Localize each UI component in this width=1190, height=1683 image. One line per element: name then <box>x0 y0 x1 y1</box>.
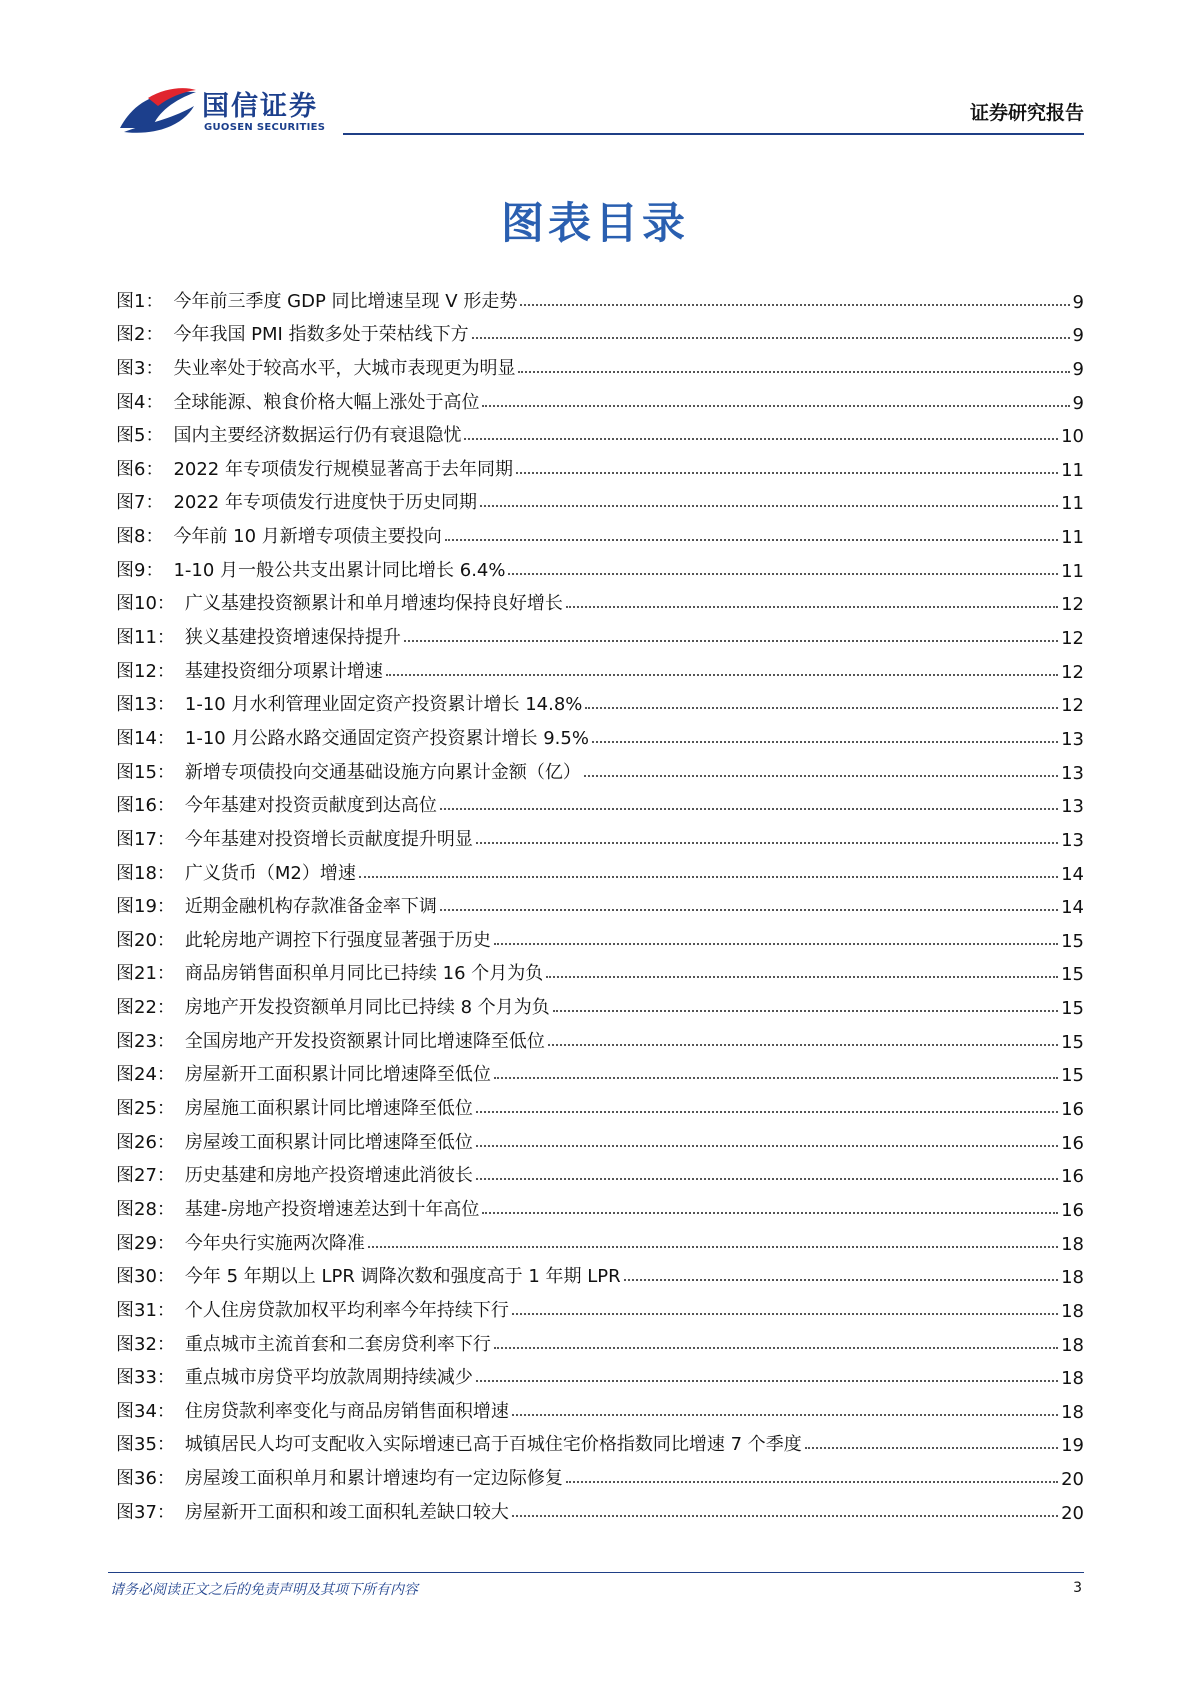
toc-entry-number: 图16： <box>116 795 175 817</box>
toc-entry-title: 房屋竣工面积累计同比增速降至低位 <box>184 1131 473 1153</box>
toc-entry[interactable] <box>116 582 1084 616</box>
toc-dot-leader <box>445 539 1058 541</box>
toc-dot-leader <box>482 405 1069 407</box>
toc-entry-page: 13 <box>1061 728 1084 750</box>
toc-entry-title: 房屋新开工面积和竣工面积轧差缺口较大 <box>184 1501 509 1523</box>
toc-entry-number: 图2： <box>116 324 164 346</box>
toc-entry[interactable] <box>116 1221 1084 1255</box>
toc-entry-title: 今年前 10 月新增专项债主要投向 <box>173 526 442 548</box>
toc-entry-page: 19 <box>1061 1435 1084 1457</box>
toc-dot-leader <box>472 337 1070 339</box>
toc-entry-title: 今年前三季度 GDP 同比增速呈现 V 形走势 <box>173 290 518 312</box>
toc-entry[interactable] <box>116 1086 1084 1120</box>
toc-entry-title: 基建投资细分项累计增速 <box>184 660 383 682</box>
toc-entry-title: 1-10 月水利管理业固定资产投资累计增长 14.8% <box>184 694 583 716</box>
toc-dot-leader <box>476 1380 1058 1382</box>
toc-entry-title: 重点城市主流首套和二套房贷利率下行 <box>184 1333 491 1355</box>
toc-entry-title: 房屋施工面积累计同比增速降至低位 <box>184 1098 473 1120</box>
toc-dot-leader <box>482 1212 1058 1214</box>
toc-entry-page: 15 <box>1061 930 1084 952</box>
toc-dot-leader <box>440 909 1058 911</box>
toc-entry-title: 全国房地产开发投资额累计同比增速降至低位 <box>184 1030 545 1052</box>
footer-divider <box>108 1572 1084 1573</box>
toc-dot-leader <box>480 505 1058 507</box>
toc-entry-page: 12 <box>1061 661 1084 683</box>
toc-entry-title: 房地产开发投资额单月同比已持续 8 个月为负 <box>184 997 550 1019</box>
toc-entry-number: 图10： <box>116 593 175 615</box>
toc-dot-leader <box>508 573 1058 575</box>
toc-entry-title: 今年央行实施两次降准 <box>184 1232 365 1254</box>
toc-entry-page: 13 <box>1061 829 1084 851</box>
toc-dot-leader <box>520 304 1069 306</box>
toc-entry-number: 图7： <box>116 492 164 514</box>
company-logo <box>118 84 338 140</box>
toc-dot-leader <box>494 943 1058 945</box>
toc-dot-leader <box>476 1111 1058 1113</box>
toc-entry-page: 18 <box>1061 1401 1084 1423</box>
toc-entry[interactable] <box>116 1019 1084 1053</box>
toc-entry[interactable] <box>116 380 1084 414</box>
toc-entry-number: 图30： <box>116 1266 175 1288</box>
toc-entry-number: 图13： <box>116 694 175 716</box>
toc-entry-number: 图25： <box>116 1098 175 1120</box>
toc-entry-title: 2022 年专项债发行进度快于历史同期 <box>173 492 477 514</box>
toc-dot-leader <box>476 1145 1058 1147</box>
toc-entry-page: 9 <box>1072 358 1084 380</box>
toc-entry-page: 16 <box>1061 1132 1084 1154</box>
toc-entry-page: 15 <box>1061 1065 1084 1087</box>
toc-entry-title: 1-10 月一般公共支出累计同比增长 6.4% <box>173 559 506 581</box>
toc-dot-leader <box>584 775 1058 777</box>
toc-entry-number: 图31： <box>116 1299 175 1321</box>
toc-entry-number: 图19： <box>116 896 175 918</box>
toc-dot-leader <box>548 1044 1058 1046</box>
toc-entry-page: 16 <box>1061 1099 1084 1121</box>
toc-entry-page: 13 <box>1061 762 1084 784</box>
toc-entry-page: 15 <box>1061 1031 1084 1053</box>
toc-entry-title: 新增专项债投向交通基础设施方向累计金额（亿） <box>184 761 581 783</box>
toc-entry-title: 广义货币（M2）增速 <box>184 862 356 884</box>
disclaimer-note: 请务必阅读正文之后的免责声明及其项下所有内容 <box>110 1582 418 1598</box>
toc-dot-leader <box>404 640 1058 642</box>
toc-entry[interactable] <box>116 851 1084 885</box>
toc-entry-number: 图33： <box>116 1367 175 1389</box>
toc-entry-title: 今年基建对投资增长贡献度提升明显 <box>184 828 473 850</box>
toc-entry-number: 图20： <box>116 929 175 951</box>
toc-entry-title: 近期金融机构存款准备金率下调 <box>184 896 437 918</box>
toc-dot-leader <box>368 1246 1058 1248</box>
toc-entry-page: 10 <box>1061 426 1084 448</box>
toc-entry[interactable] <box>116 1322 1084 1356</box>
toc-dot-leader <box>512 1515 1058 1517</box>
toc-entry-page: 12 <box>1061 594 1084 616</box>
toc-dot-leader <box>516 472 1058 474</box>
toc-entry-number: 图23： <box>116 1030 175 1052</box>
toc-entry[interactable] <box>116 1288 1084 1322</box>
toc-entry-page: 13 <box>1061 796 1084 818</box>
toc-entry-page: 12 <box>1061 695 1084 717</box>
toc-entry-title: 狭义基建投资增速保持提升 <box>184 627 401 649</box>
toc-entry[interactable] <box>116 346 1084 380</box>
toc-entry[interactable] <box>116 313 1084 347</box>
toc-entry-page: 16 <box>1061 1199 1084 1221</box>
toc-entry[interactable] <box>116 481 1084 515</box>
toc-entry-number: 图5： <box>116 425 164 447</box>
toc-dot-leader <box>512 1313 1058 1315</box>
toc-entry-title: 今年我国 PMI 指数多处于荣枯线下方 <box>173 324 469 346</box>
page-number: 3 <box>1073 1580 1082 1596</box>
toc-entry-title: 房屋竣工面积单月和累计增速均有一定边际修复 <box>184 1468 563 1490</box>
toc-entry-number: 图18： <box>116 862 175 884</box>
toc-entry-number: 图9： <box>116 559 164 581</box>
toc-entry[interactable] <box>116 649 1084 683</box>
toc-dot-leader <box>585 707 1058 709</box>
toc-entry-number: 图32： <box>116 1333 175 1355</box>
toc-entry-page: 18 <box>1061 1368 1084 1390</box>
toc-entry-number: 图1： <box>116 290 164 312</box>
toc-entry-title: 基建-房地产投资增速差达到十年高位 <box>184 1198 480 1220</box>
toc-entry-number: 图29： <box>116 1232 175 1254</box>
toc-entry-title: 商品房销售面积单月同比已持续 16 个月为负 <box>184 963 544 985</box>
toc-dot-leader <box>566 1481 1058 1483</box>
toc-dot-leader <box>359 876 1058 878</box>
toc-entry-number: 图26： <box>116 1131 175 1153</box>
toc-entry[interactable] <box>116 1255 1084 1289</box>
toc-dot-leader <box>476 842 1058 844</box>
toc-entry[interactable] <box>116 985 1084 1019</box>
toc-dot-leader <box>440 808 1058 810</box>
toc-dot-leader <box>512 1414 1058 1416</box>
toc-entry[interactable] <box>116 1187 1084 1221</box>
toc-entry-page: 12 <box>1061 628 1084 650</box>
toc-entry-page: 14 <box>1061 863 1084 885</box>
toc-dot-leader <box>464 438 1058 440</box>
toc-dot-leader <box>805 1447 1058 1449</box>
toc-entry-page: 11 <box>1061 493 1084 515</box>
toc-entry-title: 重点城市房贷平均放款周期持续减少 <box>184 1367 473 1389</box>
toc-entry-page: 11 <box>1061 527 1084 549</box>
toc-entry-title: 住房贷款利率变化与商品房销售面积增速 <box>184 1400 509 1422</box>
toc-entry-title: 国内主要经济数据运行仍有衰退隐忧 <box>173 425 462 447</box>
toc-entry-page: 20 <box>1061 1502 1084 1524</box>
toc-entry-number: 图12： <box>116 660 175 682</box>
toc-entry-number: 图17： <box>116 828 175 850</box>
toc-entry-title: 城镇居民人均可支配收入实际增速已高于百城住宅价格指数同比增速 7 个季度 <box>184 1434 802 1456</box>
toc-dot-leader <box>476 1178 1058 1180</box>
table-of-figures <box>116 279 1084 1524</box>
toc-entry-page: 11 <box>1061 459 1084 481</box>
toc-dot-leader <box>494 1347 1058 1349</box>
toc-entry-number: 图8： <box>116 526 164 548</box>
toc-dot-leader <box>624 1279 1058 1281</box>
toc-entry[interactable] <box>116 1456 1084 1490</box>
toc-entry-title: 个人住房贷款加权平均利率今年持续下行 <box>184 1299 509 1321</box>
toc-entry-number: 图15： <box>116 761 175 783</box>
toc-entry-number: 图6： <box>116 458 164 480</box>
toc-entry[interactable] <box>116 1053 1084 1087</box>
guosen-logo-icon <box>118 84 198 140</box>
toc-entry-number: 图11： <box>116 627 175 649</box>
toc-entry[interactable] <box>116 1356 1084 1390</box>
toc-entry-title: 今年 5 年期以上 LPR 调降次数和强度高于 1 年期 LPR <box>184 1266 621 1288</box>
toc-entry[interactable] <box>116 1389 1084 1423</box>
toc-entry-title: 广义基建投资额累计和单月增速均保持良好增长 <box>184 593 563 615</box>
header-divider <box>343 133 1084 135</box>
toc-entry-number: 图37： <box>116 1501 175 1523</box>
toc-entry[interactable] <box>116 683 1084 717</box>
toc-entry-page: 18 <box>1061 1267 1084 1289</box>
toc-entry[interactable] <box>116 784 1084 818</box>
toc-entry[interactable] <box>116 548 1084 582</box>
toc-entry-number: 图28： <box>116 1198 175 1220</box>
toc-dot-leader <box>494 1077 1058 1079</box>
toc-entry-title: 2022 年专项债发行规模显著高于去年同期 <box>173 458 513 480</box>
toc-entry-number: 图27： <box>116 1165 175 1187</box>
toc-entry-number: 图14： <box>116 727 175 749</box>
report-type-label: 证券研究报告 <box>969 102 1084 124</box>
toc-entry-page: 15 <box>1061 998 1084 1020</box>
toc-entry-page: 9 <box>1072 291 1084 313</box>
toc-entry[interactable] <box>116 750 1084 784</box>
toc-entry[interactable] <box>116 414 1084 448</box>
toc-entry[interactable] <box>116 1120 1084 1154</box>
toc-dot-leader <box>566 606 1058 608</box>
toc-entry[interactable] <box>116 1154 1084 1188</box>
toc-entry-number: 图3： <box>116 357 164 379</box>
toc-entry-title: 失业率处于较高水平，大城市表现更为明显 <box>173 357 516 379</box>
toc-entry[interactable] <box>116 447 1084 481</box>
toc-entry[interactable] <box>116 615 1084 649</box>
toc-entry-page: 20 <box>1061 1469 1084 1491</box>
toc-dot-leader <box>553 1010 1058 1012</box>
toc-dot-leader <box>518 371 1069 373</box>
toc-entry[interactable] <box>116 1423 1084 1457</box>
toc-entry-title: 历史基建和房地产投资增速此消彼长 <box>184 1165 473 1187</box>
toc-entry-title: 1-10 月公路水路交通固定资产投资累计增长 9.5% <box>184 727 589 749</box>
toc-entry-number: 图35： <box>116 1434 175 1456</box>
toc-entry-number: 图4： <box>116 391 164 413</box>
toc-dot-leader <box>546 976 1058 978</box>
toc-entry-title: 房屋新开工面积累计同比增速降至低位 <box>184 1064 491 1086</box>
toc-entry-number: 图34： <box>116 1400 175 1422</box>
toc-entry[interactable] <box>116 885 1084 919</box>
toc-entry[interactable] <box>116 514 1084 548</box>
toc-entry[interactable] <box>116 279 1084 313</box>
toc-entry[interactable] <box>116 918 1084 952</box>
toc-entry-number: 图22： <box>116 997 175 1019</box>
toc-entry-title: 全球能源、粮食价格大幅上涨处于高位 <box>173 391 480 413</box>
logo-english-name: GUOSEN SECURITIES <box>204 122 326 133</box>
toc-entry-page: 11 <box>1061 560 1084 582</box>
toc-entry-page: 18 <box>1061 1300 1084 1322</box>
toc-entry[interactable] <box>116 1490 1084 1524</box>
toc-entry-number: 图36： <box>116 1468 175 1490</box>
toc-entry[interactable] <box>116 952 1084 986</box>
toc-entry-page: 18 <box>1061 1233 1084 1255</box>
toc-entry-number: 图24： <box>116 1064 175 1086</box>
toc-entry[interactable] <box>116 817 1084 851</box>
toc-entry-page: 18 <box>1061 1334 1084 1356</box>
toc-entry-page: 15 <box>1061 964 1084 986</box>
page-title: 图表目录 <box>501 199 689 249</box>
toc-entry-title: 今年基建对投资贡献度到达高位 <box>184 795 437 817</box>
toc-entry[interactable] <box>116 716 1084 750</box>
toc-entry-page: 9 <box>1072 325 1084 347</box>
toc-entry-number: 图21： <box>116 963 175 985</box>
toc-dot-leader <box>386 674 1058 676</box>
toc-entry-title: 此轮房地产调控下行强度显著强于历史 <box>184 929 491 951</box>
toc-entry-page: 9 <box>1072 392 1084 414</box>
toc-entry-page: 16 <box>1061 1166 1084 1188</box>
toc-dot-leader <box>592 741 1058 743</box>
toc-entry-page: 14 <box>1061 897 1084 919</box>
logo-chinese-name: 国信证券 <box>202 91 318 122</box>
